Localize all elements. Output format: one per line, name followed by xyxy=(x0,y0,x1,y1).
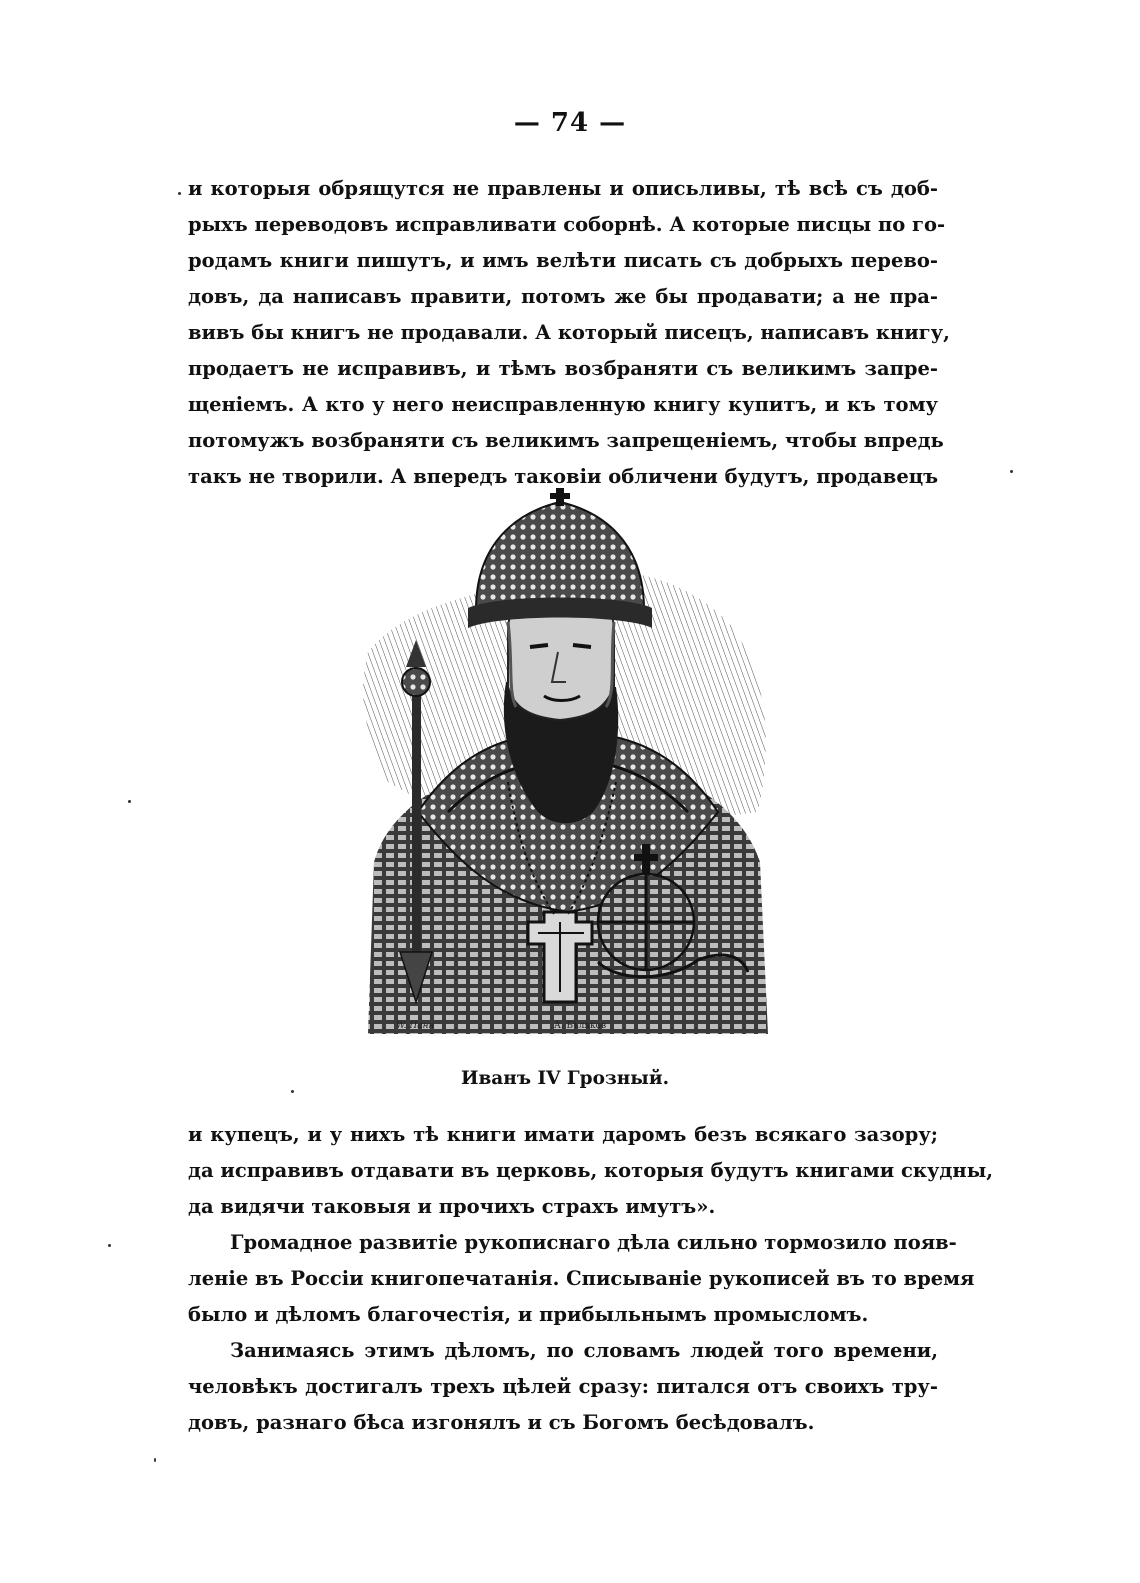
text-line: потомужъ возбраняти съ великимъ запрещеніемъ, чтобы впредь xyxy=(188,429,944,452)
text-line: и которыя обрящутся не правлены и описьливы, тѣ всѣ съ доб- xyxy=(188,177,938,200)
text-line: щеніемъ. А кто у него неисправленную книгу купитъ, и къ тому xyxy=(188,393,938,416)
text-line: довъ, разнаго бѣса изгонялъ и съ Богомъ бесѣдовалъ. xyxy=(188,1411,815,1434)
scan-speck xyxy=(178,192,181,195)
text-line: продаетъ не исправивъ, и тѣмъ возбраняти съ великимъ запре- xyxy=(188,357,938,380)
illustration-caption: Иванъ IV Грозный. xyxy=(460,1068,670,1089)
text-line: было и дѣломъ благочестія, и прибыльнымъ промысломъ. xyxy=(188,1303,869,1326)
text-line: Громадное развитіе рукописнаго дѣла сильно тормозило появ- xyxy=(230,1231,957,1254)
text-line: леніе въ Россіи книгопечатанія. Списываніе рукописей въ то время xyxy=(188,1267,975,1290)
text-line: человѣкъ достигалъ трехъ цѣлей сразу: питался отъ своихъ тру- xyxy=(188,1375,938,1398)
top-text-block xyxy=(188,171,950,495)
text-line: такъ не творили. А впередъ таковіи обличени будутъ, продавецъ xyxy=(188,465,939,488)
scan-speck xyxy=(108,1244,111,1247)
text-line: родамъ книги пишутъ, и имъ велѣти писать съ добрыхъ перево- xyxy=(188,249,938,272)
engraver-signature: W. Панн xyxy=(396,1021,435,1031)
scan-speck xyxy=(128,800,131,803)
bottom-text-block xyxy=(188,1117,994,1441)
text-line: и купецъ, и у нихъ тѣ книги имати даромъ безъ всякаго зазору; xyxy=(188,1123,938,1146)
text-line: Занимаясь этимъ дѣломъ, по словамъ людей того времени, xyxy=(230,1339,938,1362)
portrait-engraving xyxy=(348,482,784,1034)
text-line: да видячи таковыя и прочихъ страхъ имутъ». xyxy=(188,1195,716,1218)
scan-speck xyxy=(154,1458,156,1462)
scan-speck xyxy=(291,1090,294,1093)
page-number: — 74 — xyxy=(513,108,627,138)
text-line: вивъ бы книгъ не продавали. А который писецъ, написавъ книгу, xyxy=(188,321,950,344)
scan-speck xyxy=(1010,470,1013,473)
text-line: да исправивъ отдавати въ церковь, которыя будутъ книгами скудны, xyxy=(188,1159,994,1182)
text-line: рыхъ переводовъ исправливати соборнѣ. А которые писцы по го- xyxy=(188,213,946,236)
artist-signature: А. Бѣляков xyxy=(554,1021,607,1031)
text-line: довъ, да написавъ правити, потомъ же бы продавати; а не пра- xyxy=(188,285,938,308)
